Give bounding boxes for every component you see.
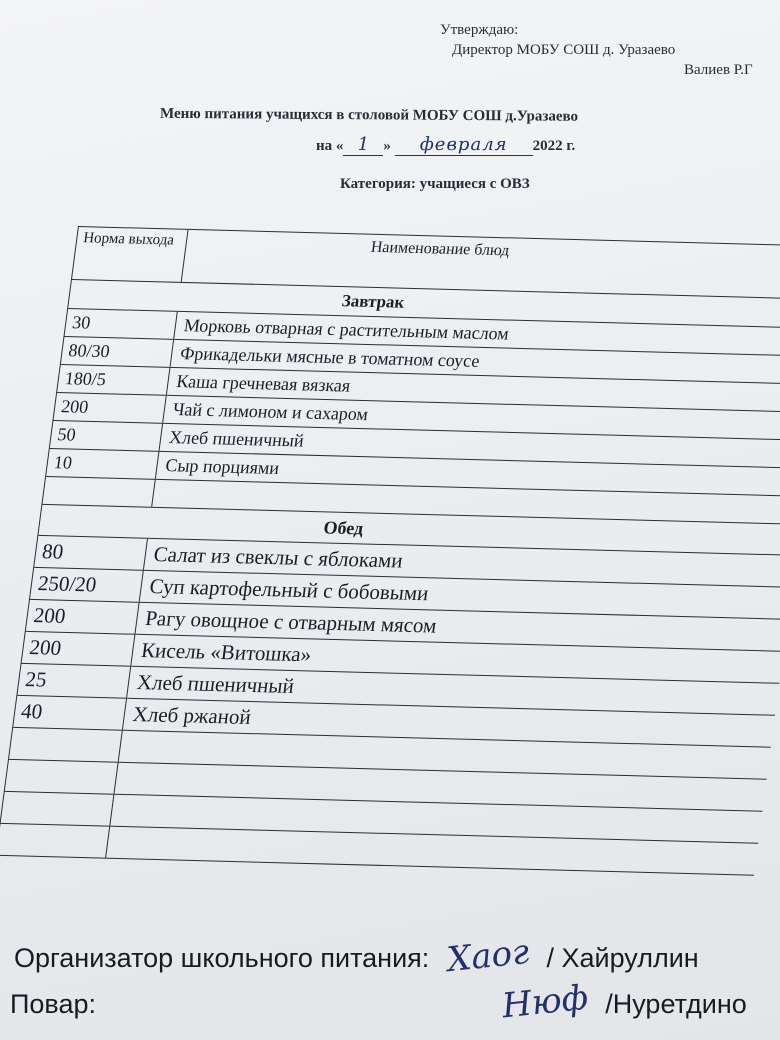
row-dish-name: Каша гречневая вязкая (175, 371, 352, 396)
row-norm: 200 (26, 600, 140, 634)
row-norm: 30 (65, 309, 178, 339)
menu-date (316, 134, 575, 156)
header-norm: Норма выхода (72, 227, 188, 282)
row-norm (5, 760, 119, 794)
approval-block (440, 20, 753, 80)
row-norm: 250/20 (30, 568, 144, 602)
row-dish-name: Хлеб пшеничный (135, 669, 296, 699)
row-dish-name: Морковь отварная с растительным маслом (182, 315, 511, 344)
lunch-rows (0, 536, 780, 876)
row-norm: 180/5 (57, 365, 170, 395)
date-month: февраля (395, 134, 533, 156)
date-suffix: 2022 г. (532, 138, 576, 154)
menu-title: Меню питания учащихся в столовой МОБУ СОШ д.Уразаево (159, 105, 579, 125)
approval-name: Валиев Р.Г (684, 62, 753, 78)
approval-position: Директор МОБУ СОШ д. Уразаево (452, 42, 676, 58)
date-day: 1 (343, 134, 383, 156)
row-norm: 80 (34, 536, 148, 570)
header-name: Наименование блюд (369, 238, 511, 260)
menu-table (0, 226, 780, 876)
row-dish-name: Чай с лимоном и сахаром (171, 399, 370, 425)
row-norm (1, 792, 115, 826)
row-norm (43, 477, 156, 507)
lunch-title: Обед (322, 517, 365, 539)
row-norm (9, 728, 123, 762)
date-mid: » (383, 138, 391, 154)
row-norm: 200 (22, 632, 136, 666)
row-norm: 10 (46, 449, 159, 479)
row-norm: 40 (13, 696, 127, 730)
row-dish-name: Кисель «Витошка» (139, 637, 313, 667)
row-dish-name: Фрикадельки мясные в томатном соусе (179, 343, 481, 371)
row-norm: 50 (50, 421, 163, 451)
breakfast-title: Завтрак (340, 291, 406, 312)
row-dish-name: Рагу овощное с отварным мясом (144, 605, 439, 638)
approval-heading: Утверждаю: (440, 22, 519, 38)
row-dish-name: Хлеб пшеничный (168, 427, 306, 451)
cook-name: /Нуретдино (605, 989, 747, 1019)
row-dish-name: Хлеб ржаной (131, 701, 253, 730)
organizer-signature-line (14, 931, 699, 981)
organizer-handwritten-signature: Хаог (444, 931, 531, 981)
cook-handwritten-signature: Нюф (499, 977, 590, 1027)
date-prefix: на « (316, 138, 344, 154)
breakfast-rows (42, 309, 780, 525)
organizer-label: Организатор школьного питания: (14, 943, 430, 973)
row-dish-name: Суп картофельный с бобовыми (148, 573, 431, 606)
row-norm: 25 (17, 664, 131, 698)
row-norm: 80/30 (61, 337, 174, 367)
row-dish-name: Сыр порциями (164, 455, 281, 479)
organizer-name: / Хайруллин (546, 943, 699, 973)
cook-signature-line (10, 977, 747, 1027)
row-norm (0, 824, 110, 858)
cook-label: Повар: (10, 989, 96, 1019)
row-norm: 200 (54, 393, 167, 423)
row-dish-name: Салат из свеклы с яблоками (152, 542, 405, 573)
category-label: Категория: учащиеся с ОВЗ (340, 176, 530, 192)
